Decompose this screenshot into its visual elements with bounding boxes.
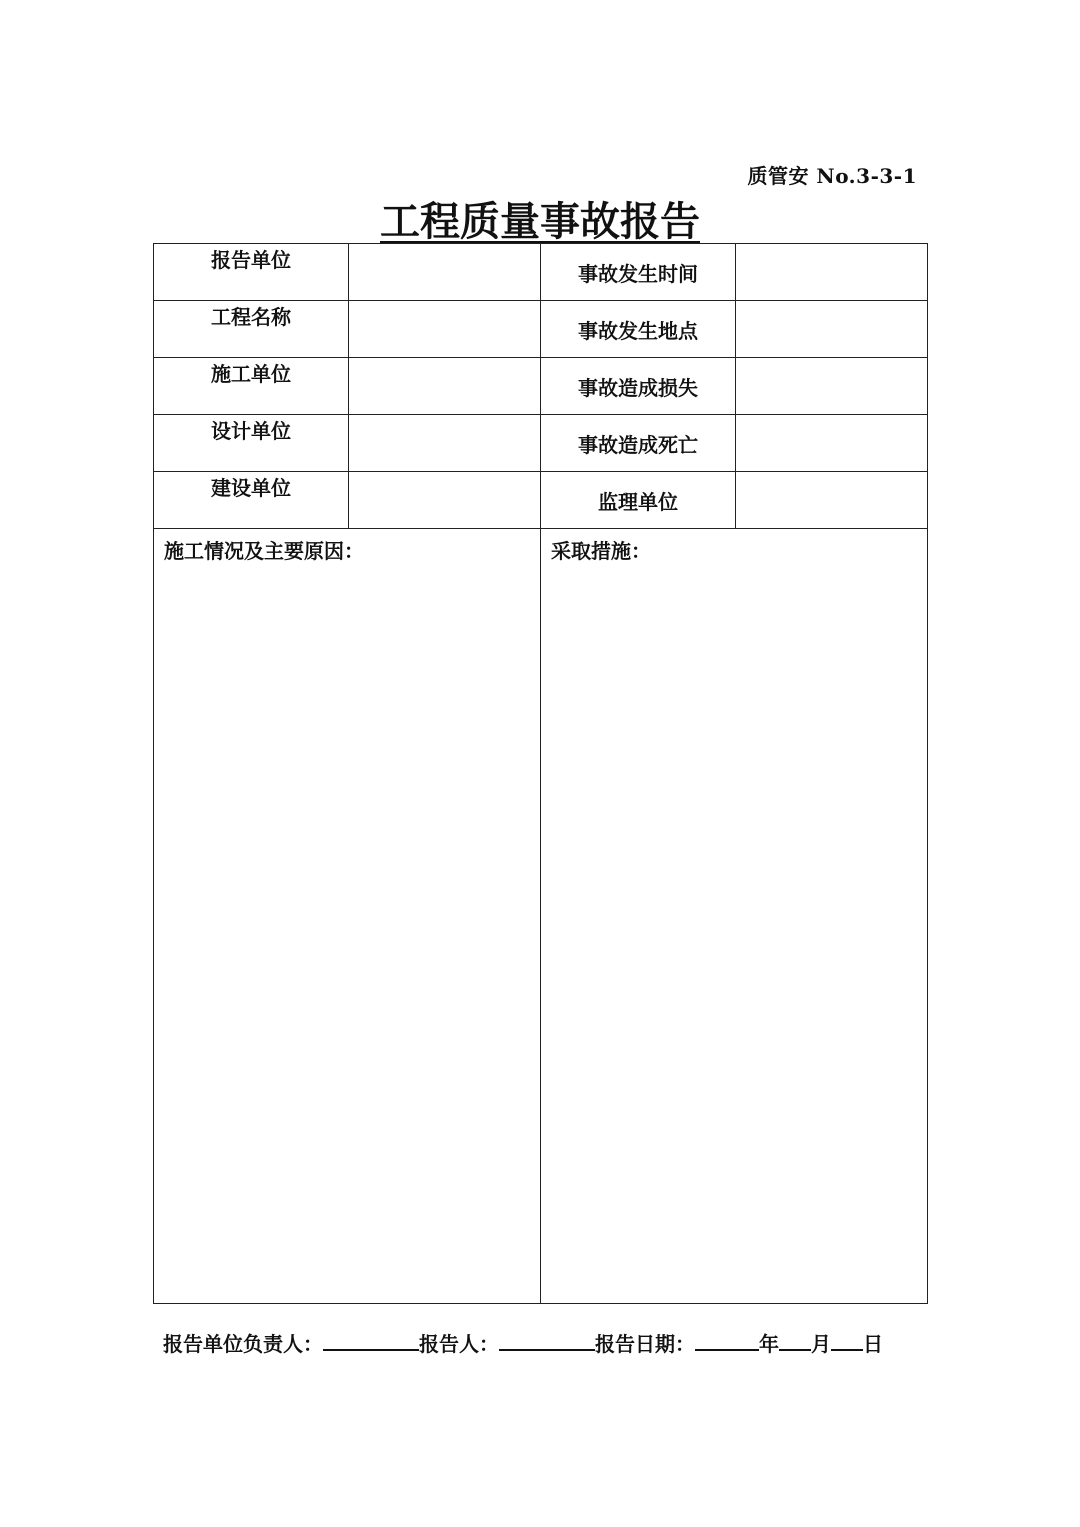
accident-deaths-value[interactable] <box>736 415 928 472</box>
project-name-value[interactable] <box>349 301 541 358</box>
document-code: 质管安 No.3-3-1 <box>747 164 917 188</box>
reporting-unit-label: 报告单位 <box>154 244 349 301</box>
measures-field[interactable] <box>541 529 928 1304</box>
supervision-unit-label: 监理单位 <box>541 472 736 529</box>
construction-unit-label: 施工单位 <box>154 358 349 415</box>
report-form-table <box>153 243 928 1304</box>
document-title-text: 工程质量事故报告 <box>380 198 700 245</box>
accident-loss-value[interactable] <box>736 358 928 415</box>
owner-unit-label: 建设单位 <box>154 472 349 529</box>
year-label: 年 <box>759 1332 779 1356</box>
form-row <box>154 301 928 358</box>
situation-cause-field[interactable] <box>154 529 541 1304</box>
measures-label: 采取措施： <box>551 539 651 563</box>
year-blank[interactable] <box>695 1331 759 1351</box>
accident-time-label: 事故发生时间 <box>541 244 736 301</box>
reporting-unit-value[interactable] <box>349 244 541 301</box>
form-row <box>154 415 928 472</box>
construction-unit-value[interactable] <box>349 358 541 415</box>
month-blank[interactable] <box>779 1331 811 1351</box>
month-label: 月 <box>811 1332 831 1356</box>
situation-cause-label: 施工情况及主要原因： <box>164 539 364 563</box>
document-title <box>0 190 1080 247</box>
day-label: 日 <box>863 1332 883 1356</box>
project-name-label: 工程名称 <box>154 301 349 358</box>
unit-leader-label: 报告单位负责人： <box>163 1332 323 1356</box>
reporter-label: 报告人： <box>419 1332 499 1356</box>
supervision-unit-value[interactable] <box>736 472 928 529</box>
form-row <box>154 472 928 529</box>
reporter-blank[interactable] <box>499 1331 595 1351</box>
form-row <box>154 358 928 415</box>
owner-unit-value[interactable] <box>349 472 541 529</box>
accident-time-value[interactable] <box>736 244 928 301</box>
design-unit-value[interactable] <box>349 415 541 472</box>
day-blank[interactable] <box>831 1331 863 1351</box>
detail-row <box>154 529 928 1304</box>
report-date-label: 报告日期： <box>595 1332 695 1356</box>
signature-line <box>163 1328 883 1357</box>
accident-location-label: 事故发生地点 <box>541 301 736 358</box>
accident-deaths-label: 事故造成死亡 <box>541 415 736 472</box>
form-row <box>154 244 928 301</box>
unit-leader-blank[interactable] <box>323 1331 419 1351</box>
design-unit-label: 设计单位 <box>154 415 349 472</box>
accident-location-value[interactable] <box>736 301 928 358</box>
accident-loss-label: 事故造成损失 <box>541 358 736 415</box>
